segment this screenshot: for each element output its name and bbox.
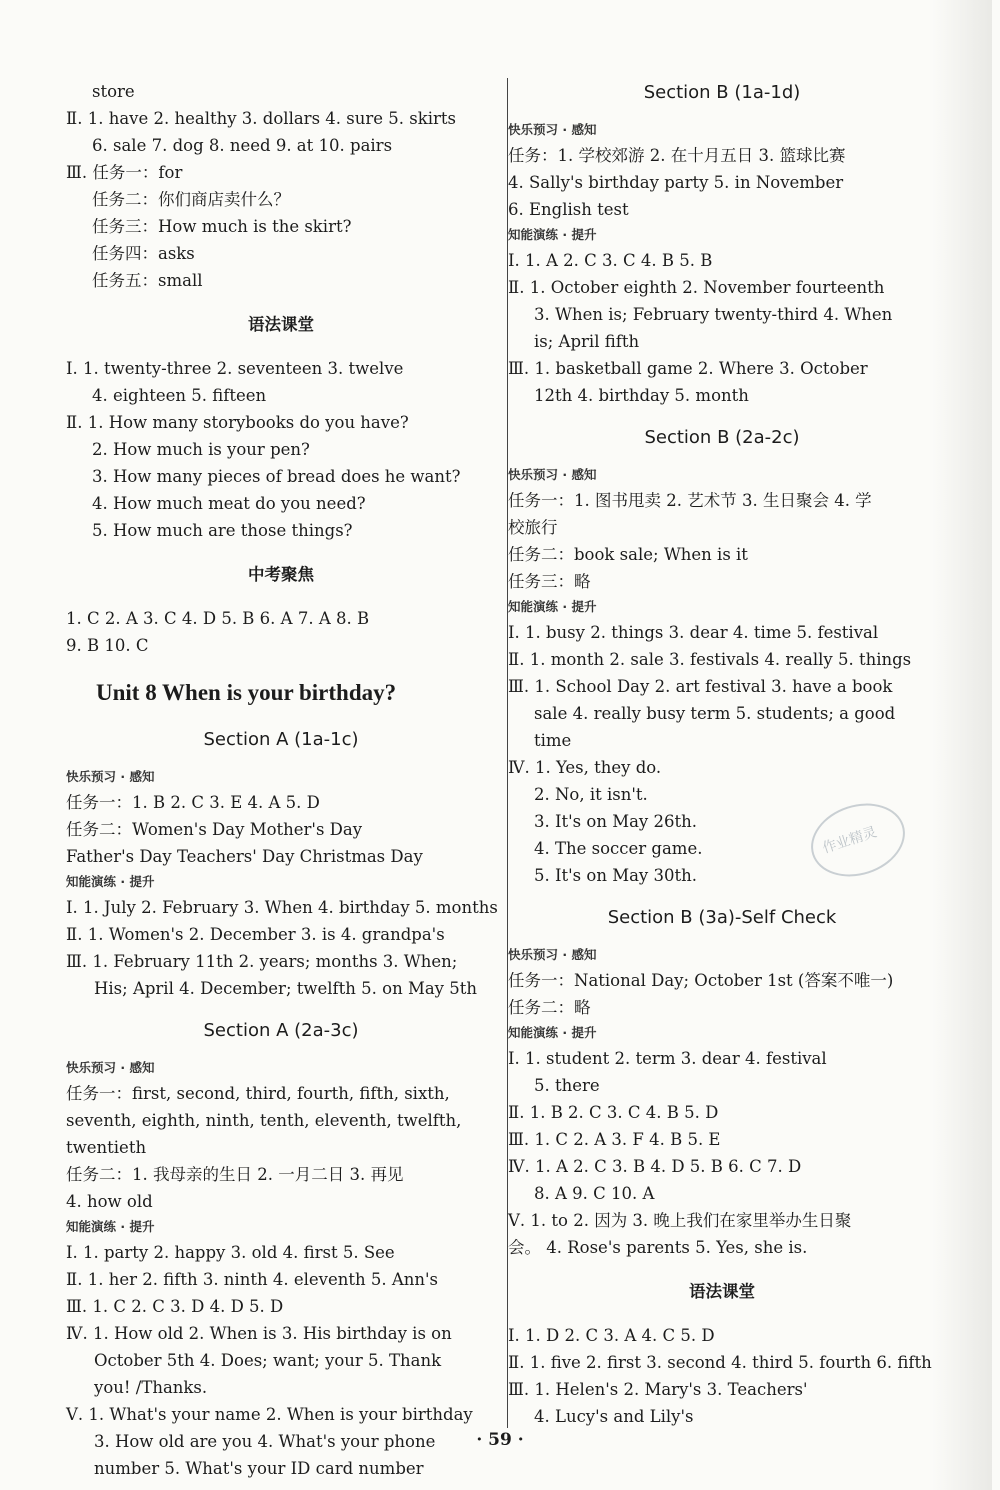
answer-line: 任务三：How much is the skirt? [92,217,352,236]
page-number: · 59 · [476,1430,524,1450]
answer-line: Ⅰ. 1. party 2. happy 3. old 4. first 5. See [66,1243,395,1262]
answer-line: 任务二：略 [508,998,591,1017]
answer-line: 会。 4. Rose's parents 5. Yes, she is. [508,1238,808,1257]
answer-line: Ⅱ. 1. her 2. fifth 3. ninth 4. eleventh 5. Ann's [66,1270,439,1289]
answer-line: 任务一：National Day; October 1st (答案不唯一) [508,971,894,990]
answer-line: 任务五：small [92,271,203,290]
answer-line: 任务一：1. 图书甩卖 2. 艺术节 3. 生日聚会 4. 学 [508,491,872,510]
answer-line: 9. B 10. C [66,636,149,655]
answer-line: October 5th 4. Does; want; your 5. Thank [94,1351,442,1370]
answer-line: 任务一：first, second, third, fourth, fifth, sixth, [66,1084,450,1103]
subsection-label: 快乐预习 · 感知 [66,769,155,784]
answer-line: you! /Thanks. [94,1378,208,1397]
section-heading: 中考聚焦 [248,564,314,584]
answer-line: Ⅲ. 1. C 2. A 3. F 4. B 5. E [508,1130,721,1149]
section-title: Section A (1a-1c) [203,729,359,750]
answer-line: Ⅰ. 1. A 2. C 3. C 4. B 5. B [508,251,713,270]
answer-line: Ⅴ. 1. What's your name 2. When is your birthday [66,1405,473,1424]
answer-line: 4. Lucy's and Lily's [534,1407,694,1426]
section-heading: 语法课堂 [248,314,314,334]
answer-line: 5. It's on May 30th. [534,866,697,885]
answer-line: 4. How much meat do you need? [92,494,366,513]
show-through-shadow [932,0,992,1490]
unit-title: Unit 8 When is your birthday? [96,680,397,705]
answer-line: Ⅲ. 1. February 11th 2. years; months 3. When; [66,952,458,971]
answer-line: 任务二：1. 我母亲的生日 2. 一月二日 3. 再见 [66,1165,404,1184]
answer-line: Ⅰ. 1. busy 2. things 3. dear 4. time 5. festival [508,623,879,642]
section-heading: 语法课堂 [689,1281,755,1301]
answer-line: Ⅰ. 1. D 2. C 3. A 4. C 5. D [508,1326,715,1345]
subsection-label: 快乐预习 · 感知 [66,1060,155,1075]
answer-line: Ⅰ. 1. July 2. February 3. When 4. birthday 5. months [66,898,498,917]
answer-line: 3. It's on May 26th. [534,812,697,831]
answer-line: store [92,82,135,101]
answer-line: His; April 4. December; twelfth 5. on May 5th [94,979,478,998]
answer-line: Ⅳ. 1. Yes, they do. [508,758,662,777]
answer-line: Ⅱ. 1. How many storybooks do you have? [66,413,409,432]
answer-line: Ⅱ. 1. B 2. C 3. C 4. B 5. D [508,1103,719,1122]
subsection-label: 快乐预习 · 感知 [508,467,597,482]
answer-line: Ⅴ. 1. to 2. 因为 3. 晚上我们在家里举办生日聚 [508,1211,852,1230]
subsection-label: 知能演练 · 提升 [508,1025,597,1040]
answer-line: seventh, eighth, ninth, tenth, eleventh, twelfth, [66,1111,462,1130]
answer-line: sale 4. really busy term 5. students; a good [534,704,896,723]
answer-line: Ⅲ. 1. C 2. C 3. D 4. D 5. D [66,1297,284,1316]
right-column [507,78,936,1428]
section-title: Section B (2a-2c) [644,427,800,448]
left-column [66,78,496,1482]
answer-line: Ⅱ. 1. Women's 2. December 3. is 4. grandpa's [66,925,445,944]
answer-line: 4. eighteen 5. fifteen [92,386,267,405]
section-title: Section B (1a-1d) [643,82,801,103]
answer-line: 3. When is; February twenty-third 4. When [534,305,893,324]
answer-line: time [534,731,572,750]
answer-line: 6. English test [508,200,629,219]
subsection-label: 知能演练 · 提升 [508,227,597,242]
answer-line: twentieth [66,1138,147,1157]
answer-line: Ⅰ. 1. student 2. term 3. dear 4. festival [508,1049,827,1068]
section-title: Section B (3a)-Self Check [607,907,837,928]
answer-line: 4. how old [66,1192,153,1211]
answer-line: Ⅲ. 1. basketball game 2. Where 3. October [508,359,868,378]
answer-line: is; April fifth [534,332,640,351]
answer-line: 2. How much is your pen? [92,440,310,459]
answer-line: 6. sale 7. dog 8. need 9. at 10. pairs [92,136,393,155]
subsection-label: 知能演练 · 提升 [508,599,597,614]
answer-line: 任务二：你们商店卖什么？ [92,190,290,209]
stamp-text: 作业精灵 [820,824,879,857]
answer-line: Ⅱ. 1. have 2. healthy 3. dollars 4. sure 5. skirts [66,109,456,128]
answer-line: 任务二：Women's Day Mother's Day [66,820,363,839]
answer-line: Ⅱ. 1. five 2. first 3. second 4. third 5. fourth 6. fifth [508,1353,932,1372]
answer-line: Ⅱ. 1. month 2. sale 3. festivals 4. really 5. things [508,650,912,669]
subsection-label: 快乐预习 · 感知 [508,947,597,962]
answer-line: 校旅行 [508,518,558,537]
answer-line: Ⅱ. 1. October eighth 2. November fourteenth [508,278,885,297]
answer-line: 任务三：略 [508,572,591,591]
answer-line: 12th 4. birthday 5. month [534,386,749,405]
answer-line: 任务四：asks [92,244,195,263]
answer-line: Ⅲ. 1. Helen's 2. Mary's 3. Teachers' [508,1380,808,1399]
answer-line: 4. Sally's birthday party 5. in November [508,173,844,192]
answer-line: 1. C 2. A 3. C 4. D 5. B 6. A 7. A 8. B [66,609,370,628]
answer-line: Ⅲ. 任务一：for [66,163,183,182]
answer-line: 4. The soccer game. [534,839,703,858]
answer-line: 任务二：book sale; When is it [508,545,748,564]
answer-line: Ⅲ. 1. School Day 2. art festival 3. have a book [508,677,893,696]
subsection-label: 快乐预习 · 感知 [508,122,597,137]
answer-line: 任务一：1. B 2. C 3. E 4. A 5. D [66,793,320,812]
subsection-label: 知能演练 · 提升 [66,1219,155,1234]
answer-line: 5. How much are those things? [92,521,353,540]
answer-line: 任务：1. 学校郊游 2. 在十月五日 3. 篮球比赛 [508,146,846,165]
answer-line: number 5. What's your ID card number [94,1459,424,1478]
answer-line: Ⅳ. 1. A 2. C 3. B 4. D 5. B 6. C 7. D [508,1157,802,1176]
answer-line: 3. How old are you 4. What's your phone [94,1432,436,1451]
answer-line: Ⅳ. 1. How old 2. When is 3. His birthday is on [66,1324,452,1343]
section-title: Section A (2a-3c) [203,1020,359,1041]
answer-line: 5. there [534,1076,600,1095]
answer-line: 3. How many pieces of bread does he want? [92,467,461,486]
answer-line: Father's Day Teachers' Day Christmas Day [66,847,423,866]
subsection-label: 知能演练 · 提升 [66,874,155,889]
answer-line: 2. No, it isn't. [534,785,648,804]
answer-line: Ⅰ. 1. twenty-three 2. seventeen 3. twelve [66,359,404,378]
answer-line: 8. A 9. C 10. A [534,1184,655,1203]
